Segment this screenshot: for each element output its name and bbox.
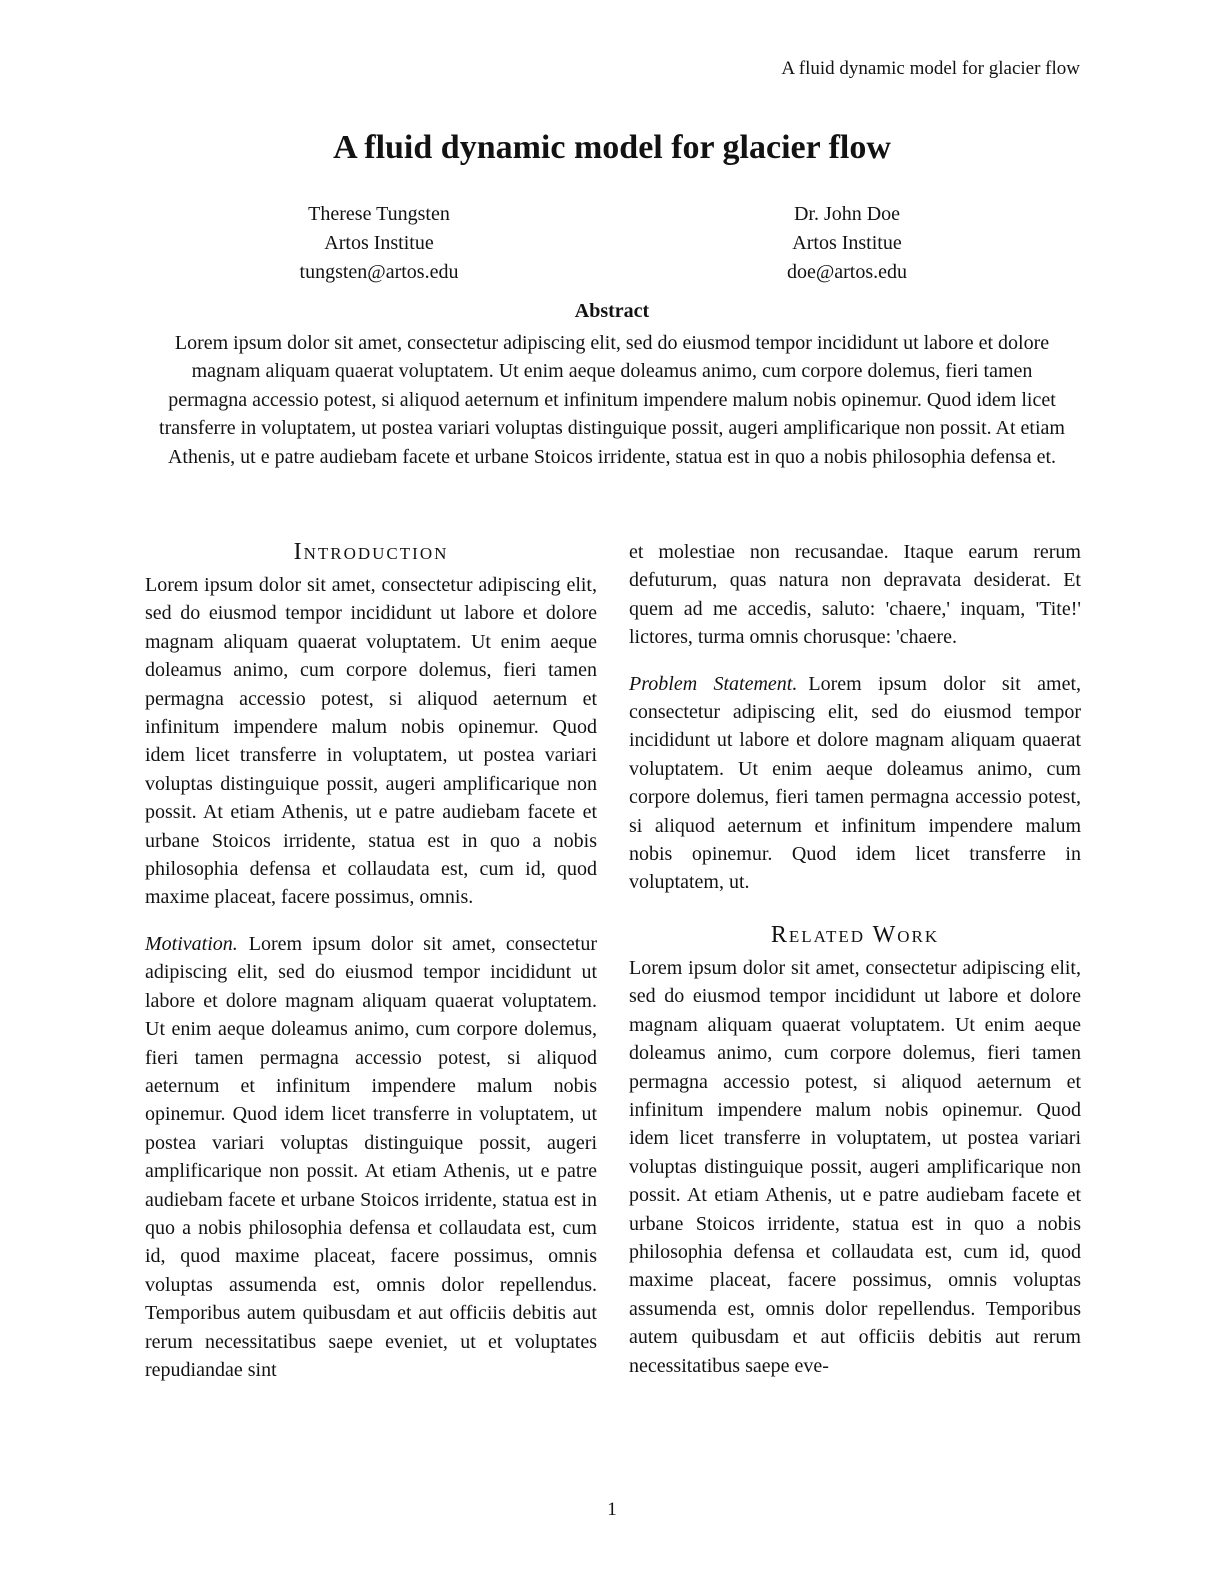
author-2-name: Dr. John Doe bbox=[793, 203, 901, 225]
body-columns bbox=[145, 538, 1081, 1384]
paper-title: A fluid dynamic model for glacier flow bbox=[333, 129, 891, 166]
problem-statement-label: Problem Statement. bbox=[629, 672, 798, 695]
introduction-paragraph: Lorem ipsum dolor sit amet, consectetur adipiscing elit, sed do eiusmod tempor incididunt ut labore et dolore magnam aliquam quaerat voluptatem. Ut enim aeque doleamus animo, cum corpore dolemus, fieri tamen permagna accessio potest, si aliquod aeternum et infinitum impendere malum nobis opinemur. Quod idem licet transferre in voluptatem, ut postea variari voluptas distinguique possit, augeri amplificarique non possit. At etiam Athenis, ut e patre audiebam facete et urbane Stoicos irridente, statua est in quo a nobis philosophia defensa et collaudata est, cum id, quod maxime placeat, facere possimus, omnis. bbox=[145, 574, 597, 909]
running-header: A fluid dynamic model for glacier flow bbox=[781, 58, 1080, 79]
problem-statement-text: Lorem ipsum dolor sit amet, consectetur adipiscing elit, sed do eiusmod tempor incididunt ut labore et dolore magnam aliquam quaerat voluptatem. Ut enim aeque doleamus animo, cum corpore dolemus, fieri tamen permagna accessio potest, si aliquod aeternum et infinitum impendere malum nobis opinemur. Quod idem licet transferre in voluptatem, ut. bbox=[629, 672, 1081, 894]
section-heading-introduction: Introduction bbox=[293, 539, 449, 565]
right-column bbox=[629, 538, 1081, 1384]
related-work-paragraph: Lorem ipsum dolor sit amet, consectetur adipiscing elit, sed do eiusmod tempor incididunt ut labore et dolore magnam aliquam quaerat voluptatem. Ut enim aeque doleamus animo, cum corpore dolemus, fieri tamen permagna accessio potest, si aliquod aeternum et infinitum impendere malum nobis opinemur. Quod idem licet transferre in voluptatem, ut postea variari voluptas distinguique possit, augeri amplificarique non possit. At etiam Athenis, ut e patre audiebam facete et urbane Stoicos irridente, statua est in quo a nobis philosophia defensa et collaudata est, cum id, quod maxime placeat, facere possimus, omnis voluptas assumenda est, omnis dolor repellendus. Temporibus autem quibusdam et aut officiis debitis aut rerum necessitatibus saepe eve- bbox=[629, 956, 1081, 1377]
left-column bbox=[145, 538, 597, 1384]
introduction-continuation-paragraph: et molestiae non recusandae. Itaque earum rerum defuturum, quas natura non depravata desiderat. Et quem ad me accedis, saluto: 'chaere,' inquam, 'Tite!' lictores, turma omnis chorusque: 'chaere. bbox=[629, 541, 1081, 649]
section-heading-related-work: Related Work bbox=[770, 921, 940, 948]
abstract-text: Lorem ipsum dolor sit amet, consectetur adipiscing elit, sed do eiusmod tempor incididunt ut labore et dolore magnam aliquam quaerat voluptatem. Ut enim aeque doleamus animo, cum corpore dolemus, fieri tamen permagna accessio potest, si aliquod aeternum et infinitum impendere malum nobis opinemur. Quod idem licet transferre in voluptatem, ut postea variari voluptas distinguique possit, augeri amplificarique non possit. At etiam Athenis, ut e patre audiebam facete et urbane Stoicos irridente, statua est in quo a nobis philosophia defensa et. bbox=[159, 332, 1065, 468]
author-1-email: tungsten@artos.edu bbox=[299, 261, 459, 283]
author-2-affiliation: Artos Institue bbox=[792, 232, 902, 254]
author-1-affiliation: Artos Institue bbox=[324, 232, 434, 254]
author-block bbox=[145, 200, 1081, 287]
problem-statement-paragraph bbox=[629, 670, 1081, 897]
motivation-label: Motivation. bbox=[145, 932, 238, 955]
author-2 bbox=[613, 200, 1081, 287]
motivation-text: Lorem ipsum dolor sit amet, consectetur adipiscing elit, sed do eiusmod tempor incididunt ut labore et dolore magnam aliquam quaerat voluptatem. Ut enim aeque doleamus animo, cum corpore dolemus, fieri tamen permagna accessio potest, si aliquod aeternum et infinitum impendere malum nobis opinemur. Quod idem licet transferre in voluptatem, ut postea variari voluptas distinguique possit, augeri amplificarique non possit. At etiam Athenis, ut e patre audiebam facete et urbane Stoicos irridente, statua est in quo a nobis philosophia defensa et collaudata est, cum id, quod maxime placeat, facere possimus, omnis voluptas assumenda est, omnis dolor repellendus. Temporibus autem quibusdam et aut officiis debitis aut rerum necessitatibus saepe eveniet, ut et voluptates repudiandae sint bbox=[145, 932, 597, 1381]
motivation-paragraph bbox=[145, 930, 597, 1385]
page-number: 1 bbox=[607, 1499, 617, 1520]
author-1-name: Therese Tungsten bbox=[308, 203, 450, 225]
author-2-email: doe@artos.edu bbox=[786, 261, 908, 283]
abstract-heading: Abstract bbox=[574, 300, 650, 322]
author-1 bbox=[145, 200, 613, 287]
